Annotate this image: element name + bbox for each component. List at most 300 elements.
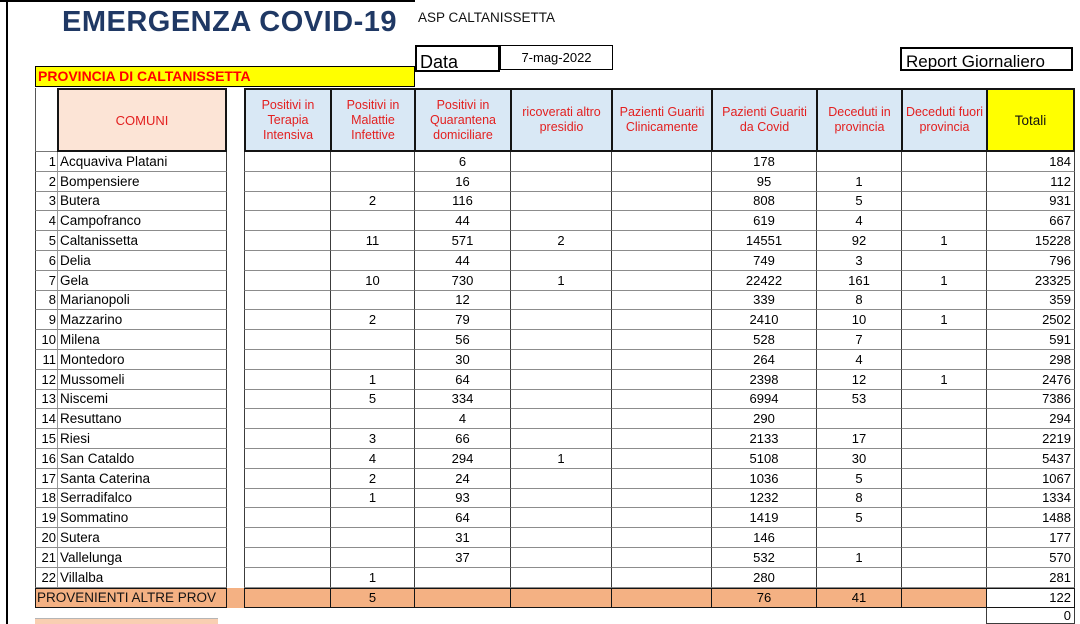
- value-cell: 1036: [711, 469, 816, 489]
- column-header-deceduti-fuori: Deceduti fuori provincia: [901, 88, 986, 152]
- value-cell: [510, 350, 611, 370]
- comune-name: Santa Caterina: [57, 469, 227, 489]
- spacer-cell: [227, 568, 244, 588]
- value-cell: 2: [330, 469, 414, 489]
- row-number: 2: [35, 172, 57, 192]
- total-cell: 23325: [986, 271, 1075, 291]
- value-cell: [244, 508, 330, 528]
- value-cell: 619: [711, 211, 816, 231]
- value-cell: 1: [510, 449, 611, 469]
- value-cell: 8: [816, 489, 901, 509]
- footer-spacer: [227, 588, 244, 608]
- value-cell: [611, 568, 711, 588]
- value-cell: [901, 192, 986, 212]
- frame-left-border: [6, 0, 8, 624]
- total-cell: 1488: [986, 508, 1075, 528]
- value-cell: [901, 390, 986, 410]
- spacer-cell: [227, 449, 244, 469]
- value-cell: [330, 528, 414, 548]
- comune-name: Mussomeli: [57, 370, 227, 390]
- footer-value-cell: [510, 588, 611, 608]
- comune-name: San Cataldo: [57, 449, 227, 469]
- page-title: EMERGENZA COVID-19: [62, 6, 398, 38]
- comune-name: Riesi: [57, 429, 227, 449]
- row-number: 18: [35, 489, 57, 509]
- value-cell: [414, 568, 510, 588]
- value-cell: [510, 192, 611, 212]
- value-cell: [510, 251, 611, 271]
- value-cell: [510, 211, 611, 231]
- footer-value-cell: [611, 588, 711, 608]
- spacer-cell: [227, 429, 244, 449]
- value-cell: 64: [414, 370, 510, 390]
- row-number: 6: [35, 251, 57, 271]
- total-cell: 281: [986, 568, 1075, 588]
- value-cell: 1232: [711, 489, 816, 509]
- column-header-guariti-clinicamente: Pazienti Guariti Clinicamente: [611, 88, 711, 152]
- value-cell: 339: [711, 291, 816, 311]
- value-cell: 31: [414, 528, 510, 548]
- total-cell: 1334: [986, 489, 1075, 509]
- total-cell: 7386: [986, 390, 1075, 410]
- comune-name: Resuttano: [57, 409, 227, 429]
- value-cell: [611, 449, 711, 469]
- row-number: 14: [35, 409, 57, 429]
- value-cell: [510, 548, 611, 568]
- value-cell: 5: [330, 390, 414, 410]
- value-cell: 528: [711, 330, 816, 350]
- value-cell: 808: [711, 192, 816, 212]
- value-cell: [244, 231, 330, 251]
- spacer-cell: [227, 231, 244, 251]
- value-cell: 1419: [711, 508, 816, 528]
- value-cell: [816, 152, 901, 172]
- value-cell: 1: [816, 172, 901, 192]
- value-cell: 532: [711, 548, 816, 568]
- value-cell: 79: [414, 310, 510, 330]
- value-cell: 290: [711, 409, 816, 429]
- value-cell: [611, 489, 711, 509]
- value-cell: [244, 172, 330, 192]
- value-cell: 1: [816, 548, 901, 568]
- value-cell: 2: [330, 310, 414, 330]
- value-cell: 5: [816, 508, 901, 528]
- value-cell: 95: [711, 172, 816, 192]
- spacer-cell: [227, 350, 244, 370]
- value-cell: 22422: [711, 271, 816, 291]
- row-number: 16: [35, 449, 57, 469]
- row-number: 19: [35, 508, 57, 528]
- footer-value-cell: [244, 588, 330, 608]
- value-cell: 12: [414, 291, 510, 311]
- value-cell: [244, 271, 330, 291]
- value-cell: 1: [901, 370, 986, 390]
- total-cell: 359: [986, 291, 1075, 311]
- value-cell: [901, 568, 986, 588]
- value-cell: 53: [816, 390, 901, 410]
- value-cell: 4: [330, 449, 414, 469]
- value-cell: [901, 172, 986, 192]
- value-cell: [510, 528, 611, 548]
- grand-total-cell: 0: [986, 608, 1075, 624]
- comune-name: Vallelunga: [57, 548, 227, 568]
- footer-value-cell: 5: [330, 588, 414, 608]
- value-cell: 146: [711, 528, 816, 548]
- organization-label: ASP CALTANISSETTA: [418, 10, 556, 25]
- value-cell: 44: [414, 251, 510, 271]
- report-title: Report Giornaliero: [906, 52, 1045, 71]
- value-cell: 2: [510, 231, 611, 251]
- row-number: 22: [35, 568, 57, 588]
- total-cell: 591: [986, 330, 1075, 350]
- value-cell: [611, 211, 711, 231]
- value-cell: [510, 310, 611, 330]
- value-cell: 2: [330, 192, 414, 212]
- row-number: 20: [35, 528, 57, 548]
- row-number: 17: [35, 469, 57, 489]
- value-cell: 5108: [711, 449, 816, 469]
- total-cell: 2219: [986, 429, 1075, 449]
- value-cell: [611, 508, 711, 528]
- value-cell: 7: [816, 330, 901, 350]
- spacer-cell: [227, 310, 244, 330]
- comune-name: Serradifalco: [57, 489, 227, 509]
- spacer-cell: [227, 390, 244, 410]
- value-cell: [510, 370, 611, 390]
- comune-name: Butera: [57, 192, 227, 212]
- value-cell: [244, 310, 330, 330]
- value-cell: [611, 231, 711, 251]
- value-cell: 2133: [711, 429, 816, 449]
- comune-name: Montedoro: [57, 350, 227, 370]
- value-cell: [330, 152, 414, 172]
- value-cell: [244, 350, 330, 370]
- value-cell: [611, 370, 711, 390]
- value-cell: [244, 568, 330, 588]
- value-cell: [244, 211, 330, 231]
- total-cell: 294: [986, 409, 1075, 429]
- value-cell: [611, 548, 711, 568]
- report-title-cell: [900, 47, 1073, 71]
- row-number: 5: [35, 231, 57, 251]
- comune-name: Niscemi: [57, 390, 227, 410]
- value-cell: [510, 409, 611, 429]
- value-cell: [510, 152, 611, 172]
- value-cell: [244, 489, 330, 509]
- value-cell: [901, 409, 986, 429]
- comune-name: Campofranco: [57, 211, 227, 231]
- value-cell: 11: [330, 231, 414, 251]
- value-cell: 64: [414, 508, 510, 528]
- value-cell: 2410: [711, 310, 816, 330]
- value-cell: [901, 508, 986, 528]
- footer-value-cell: [414, 588, 510, 608]
- value-cell: 10: [816, 310, 901, 330]
- footer-total-cell: 122: [986, 588, 1075, 608]
- value-cell: 571: [414, 231, 510, 251]
- partial-next-row: [35, 618, 218, 624]
- row-number: 3: [35, 192, 57, 212]
- value-cell: [901, 330, 986, 350]
- comuni-header: COMUNI: [57, 88, 227, 152]
- comune-name: Delia: [57, 251, 227, 271]
- value-cell: [816, 568, 901, 588]
- value-cell: 5: [816, 192, 901, 212]
- value-cell: 93: [414, 489, 510, 509]
- column-header-malattie-infettive: Positivi in Malattie Infettive: [330, 88, 414, 152]
- value-cell: 30: [414, 350, 510, 370]
- total-cell: 15228: [986, 231, 1075, 251]
- row-number: 8: [35, 291, 57, 311]
- value-cell: 1: [901, 271, 986, 291]
- value-cell: [330, 172, 414, 192]
- value-cell: [244, 251, 330, 271]
- value-cell: 730: [414, 271, 510, 291]
- value-cell: [901, 211, 986, 231]
- row-number: 10: [35, 330, 57, 350]
- column-header-quarantena: Positivi in Quarantena domiciliare: [414, 88, 510, 152]
- value-cell: [244, 449, 330, 469]
- spacer-cell: [227, 271, 244, 291]
- column-header-deceduti-provincia: Deceduti in provincia: [816, 88, 901, 152]
- row-number: 11: [35, 350, 57, 370]
- value-cell: [244, 429, 330, 449]
- comune-name: Bompensiere: [57, 172, 227, 192]
- comune-name: Caltanissetta: [57, 231, 227, 251]
- value-cell: 16: [414, 172, 510, 192]
- value-cell: 161: [816, 271, 901, 291]
- value-cell: 66: [414, 429, 510, 449]
- province-banner: PROVINCIA DI CALTANISSETTA: [35, 66, 415, 87]
- value-cell: [901, 291, 986, 311]
- value-cell: [510, 469, 611, 489]
- comune-name: Sommatino: [57, 508, 227, 528]
- value-cell: [611, 251, 711, 271]
- date-label: Data: [420, 52, 459, 72]
- value-cell: 6: [414, 152, 510, 172]
- total-cell: 177: [986, 528, 1075, 548]
- value-cell: [611, 330, 711, 350]
- value-cell: [330, 508, 414, 528]
- value-cell: [611, 152, 711, 172]
- spacer-cell: [227, 548, 244, 568]
- total-cell: 1067: [986, 469, 1075, 489]
- value-cell: 749: [711, 251, 816, 271]
- value-cell: 92: [816, 231, 901, 251]
- row-number-header: [35, 88, 57, 152]
- total-cell: 2502: [986, 310, 1075, 330]
- row-number: 15: [35, 429, 57, 449]
- column-header-guariti-covid: Pazienti Guariti da Covid: [711, 88, 816, 152]
- value-cell: 116: [414, 192, 510, 212]
- comune-name: Sutera: [57, 528, 227, 548]
- comune-name: Gela: [57, 271, 227, 291]
- total-cell: 2476: [986, 370, 1075, 390]
- value-cell: [901, 350, 986, 370]
- value-cell: [510, 508, 611, 528]
- value-cell: [330, 251, 414, 271]
- value-cell: 2398: [711, 370, 816, 390]
- value-cell: [611, 469, 711, 489]
- value-cell: 1: [330, 568, 414, 588]
- value-cell: [611, 390, 711, 410]
- value-cell: [510, 291, 611, 311]
- value-cell: [244, 409, 330, 429]
- value-cell: 334: [414, 390, 510, 410]
- value-cell: [510, 330, 611, 350]
- date-value-cell: [500, 45, 613, 70]
- value-cell: [330, 291, 414, 311]
- value-cell: [901, 548, 986, 568]
- value-cell: [244, 370, 330, 390]
- value-cell: 1: [330, 370, 414, 390]
- value-cell: [244, 330, 330, 350]
- footer-label: PROVENIENTI ALTRE PROV: [35, 588, 227, 608]
- value-cell: 12: [816, 370, 901, 390]
- value-cell: 5: [816, 469, 901, 489]
- value-cell: 17: [816, 429, 901, 449]
- row-number: 4: [35, 211, 57, 231]
- value-cell: [816, 409, 901, 429]
- spacer-cell: [227, 370, 244, 390]
- value-cell: [901, 469, 986, 489]
- value-cell: 1: [510, 271, 611, 291]
- value-cell: [330, 330, 414, 350]
- total-cell: 570: [986, 548, 1075, 568]
- column-header-terapia-intensiva: Positivi in Terapia Intensiva: [244, 88, 330, 152]
- value-cell: [611, 350, 711, 370]
- value-cell: 4: [816, 211, 901, 231]
- row-number: 9: [35, 310, 57, 330]
- value-cell: [510, 429, 611, 449]
- spacer-cell: [227, 152, 244, 172]
- spacer-header: [227, 88, 244, 152]
- value-cell: [244, 528, 330, 548]
- total-cell: 298: [986, 350, 1075, 370]
- value-cell: 1: [901, 231, 986, 251]
- value-cell: [244, 548, 330, 568]
- value-cell: [244, 152, 330, 172]
- row-number: 21: [35, 548, 57, 568]
- value-cell: 14551: [711, 231, 816, 251]
- value-cell: 178: [711, 152, 816, 172]
- value-cell: [510, 568, 611, 588]
- value-cell: [330, 409, 414, 429]
- spacer-cell: [227, 251, 244, 271]
- value-cell: [611, 429, 711, 449]
- value-cell: [244, 469, 330, 489]
- total-cell: 5437: [986, 449, 1075, 469]
- total-cell: 184: [986, 152, 1075, 172]
- value-cell: [611, 409, 711, 429]
- comune-name: Acquaviva Platani: [57, 152, 227, 172]
- value-cell: [611, 528, 711, 548]
- spacer-cell: [227, 409, 244, 429]
- comune-name: Milena: [57, 330, 227, 350]
- footer-value-cell: 76: [711, 588, 816, 608]
- row-number: 12: [35, 370, 57, 390]
- spacer-cell: [227, 211, 244, 231]
- comune-name: Villalba: [57, 568, 227, 588]
- total-cell: 796: [986, 251, 1075, 271]
- value-cell: [816, 528, 901, 548]
- column-header-ricoverati: ricoverati altro presidio: [510, 88, 611, 152]
- value-cell: 24: [414, 469, 510, 489]
- value-cell: 3: [330, 429, 414, 449]
- value-cell: 56: [414, 330, 510, 350]
- value-cell: [901, 528, 986, 548]
- value-cell: 1: [330, 489, 414, 509]
- value-cell: 1: [901, 310, 986, 330]
- value-cell: 37: [414, 548, 510, 568]
- spacer-cell: [227, 330, 244, 350]
- spacer-cell: [227, 469, 244, 489]
- value-cell: [611, 271, 711, 291]
- value-cell: 10: [330, 271, 414, 291]
- comune-name: Mazzarino: [57, 310, 227, 330]
- total-cell: 667: [986, 211, 1075, 231]
- value-cell: 6994: [711, 390, 816, 410]
- value-cell: 264: [711, 350, 816, 370]
- value-cell: [244, 390, 330, 410]
- value-cell: 44: [414, 211, 510, 231]
- value-cell: [244, 291, 330, 311]
- spacer-cell: [227, 291, 244, 311]
- total-cell: 931: [986, 192, 1075, 212]
- value-cell: [330, 350, 414, 370]
- value-cell: 280: [711, 568, 816, 588]
- comune-name: Marianopoli: [57, 291, 227, 311]
- value-cell: [510, 489, 611, 509]
- value-cell: [611, 310, 711, 330]
- value-cell: [510, 172, 611, 192]
- row-number: 7: [35, 271, 57, 291]
- value-cell: [901, 429, 986, 449]
- spacer-cell: [227, 489, 244, 509]
- data-table: [35, 88, 1075, 624]
- value-cell: 30: [816, 449, 901, 469]
- value-cell: 4: [414, 409, 510, 429]
- frame-top-border: [0, 0, 415, 2]
- row-number: 13: [35, 390, 57, 410]
- footer-value-cell: [901, 588, 986, 608]
- value-cell: [901, 251, 986, 271]
- value-cell: [901, 449, 986, 469]
- spacer-cell: [227, 192, 244, 212]
- column-header-totali: Totali: [986, 88, 1075, 152]
- value-cell: [611, 192, 711, 212]
- value-cell: [330, 211, 414, 231]
- total-cell: 112: [986, 172, 1075, 192]
- value-cell: [611, 172, 711, 192]
- footer-value-cell: 41: [816, 588, 901, 608]
- value-cell: 294: [414, 449, 510, 469]
- value-cell: [901, 152, 986, 172]
- value-cell: [244, 192, 330, 212]
- spacer-cell: [227, 508, 244, 528]
- value-cell: [510, 390, 611, 410]
- value-cell: [611, 291, 711, 311]
- value-cell: [330, 548, 414, 568]
- spacer-cell: [227, 172, 244, 192]
- value-cell: [901, 489, 986, 509]
- value-cell: 3: [816, 251, 901, 271]
- date-value: 7-mag-2022: [521, 50, 592, 65]
- value-cell: 8: [816, 291, 901, 311]
- value-cell: 4: [816, 350, 901, 370]
- spacer-cell: [227, 528, 244, 548]
- row-number: 1: [35, 152, 57, 172]
